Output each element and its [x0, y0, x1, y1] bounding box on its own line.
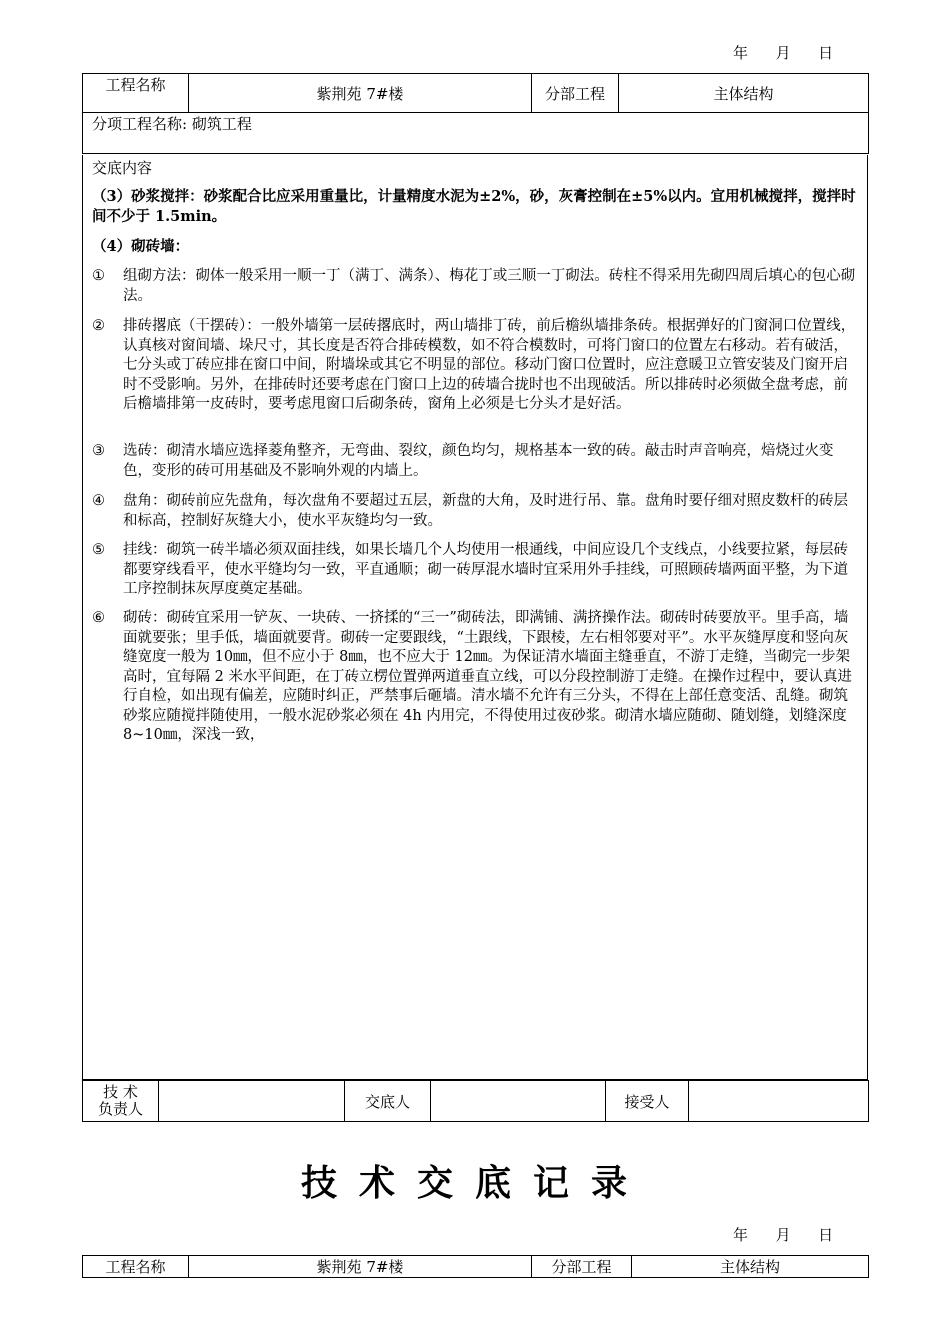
item-number: ② [92, 318, 105, 334]
date-month: 月 [775, 44, 791, 62]
signature-table [82, 1080, 869, 1122]
project-name-label: 工程名称 [83, 1256, 189, 1278]
item-text: 组砌方法：砌体一般采用一顺一丁（满丁、满条）、梅花丁或三顺一丁砌法。砖柱不得采用先砌四周后填心的包心砌法。 [123, 268, 856, 304]
item-number: ⑥ [92, 610, 105, 626]
receiver-signature[interactable] [689, 1081, 869, 1122]
project-name-label: 工程名称 [83, 74, 189, 113]
item-number: ④ [92, 493, 105, 509]
paragraph-brick-wall: （4）砌砖墙： [92, 238, 190, 255]
item-text: 排砖撂底（干摆砖）：一般外墙第一层砖撂底时，两山墙排丁砖，前后檐纵墙排条砖。根据弹好的门窗洞口位置线，认真核对窗间墙、垛尺寸，其长度是否符合排砖模数，如不符合模数时，可将门窗口的位置左右移动。若有破活，七分头或丁砖应排在窗口中间，附墙垛或其它不明显的部位。移动门窗口位置时，应注意暖卫立管安装及门窗开启时不受影响。另外，在排砖时还要考虑在门窗口上边的砖墙合拢时也不出现破活。所以排砖时必须做全盘考虑，前后檐墙排第一皮砖时，要考虑甩窗口后砌条砖，窗角上必须是七分头才是好活。 [123, 318, 856, 412]
bottom-date-line [733, 1224, 833, 1245]
tech-lead-label-line1: 技 术 [103, 1083, 138, 1101]
item-text: 砌砖：砌砖宜采用一铲灰、一块砖、一挤揉的“三一”砌砖法，即满铺、满挤操作法。砌砖时砖要放平。里手高，墙面就要张；里手低，墙面就要背。砌砖一定要跟线，“土跟线，下跟棱，左右相邻要对平”。水平灰缝厚度和竖向灰缝宽度一般为 10㎜，但不应小于 8㎜，也不应大于 12㎜。为保证清水墙面主缝垂直，不游丁走缝，当砌完一步架高时，宜每隔 2 米水平间距，在丁砖立楞位置弹两道垂直立线，可以分段控制游丁走缝。在操作过程中，要认真进行自检，如出现有偏差，应随时纠正，严禁事后砸墙。清水墙不允许有三分头，不得在上部任意变活、乱缝。砌筑砂浆应随搅拌随使用，一般水泥砂浆必须在 4h 内用完，不得使用过夜砂浆。砌清水墙应随砌、随划缝，划缝深度 8~10㎜，深浅一致， [123, 610, 852, 743]
paragraph-mortar-mixing: （3）砂浆搅拌：砂浆配合比应采用重量比，计量精度水泥为±2%，砂，灰膏控制在±5%以内。宜用机械搅拌，搅拌时间不少于 1.5min。 [92, 188, 856, 225]
division-value: 主体结构 [632, 1256, 869, 1278]
date-line [733, 42, 833, 63]
division-value: 主体结构 [619, 74, 869, 113]
subitem-name: 分项工程名称: 砌筑工程 [83, 113, 869, 154]
list-item [92, 609, 859, 746]
handover-label: 交底人 [345, 1081, 431, 1122]
list-item [92, 492, 859, 531]
bottom-header-table [82, 1255, 869, 1278]
tech-lead-signature[interactable] [159, 1081, 345, 1122]
date-day: 日 [818, 1226, 834, 1244]
date-month: 月 [775, 1226, 791, 1244]
list-item [92, 442, 859, 481]
tech-lead-label-line2: 负责人 [97, 1100, 143, 1118]
receiver-label: 接受人 [606, 1081, 689, 1122]
project-name-value: 紫荆苑 7#楼 [189, 74, 532, 113]
item-text: 盘角：砌砖前应先盘角，每次盘角不要超过五层，新盘的大角，及时进行吊、靠。盘角时要仔细对照皮数杆的砖层和标高，控制好灰缝大小，使水平灰缝均匀一致。 [123, 493, 848, 529]
date-day: 日 [818, 44, 834, 62]
handover-signature[interactable] [431, 1081, 606, 1122]
list-item [92, 267, 859, 306]
page-title: 技术交底记录 [300, 1162, 649, 1204]
project-name-value: 紫荆苑 7#楼 [189, 1256, 532, 1278]
content-section [82, 155, 868, 1080]
item-text: 挂线：砌筑一砖半墙必须双面挂线，如果长墙几个人均使用一根通线，中间应设几个支线点，小线要拉紧，每层砖都要穿线看平，使水平缝均匀一致，平直通顺；砌一砖厚混水墙时宜采用外手挂线，可照顾砖墙两面平整，为下道工序控制抹灰厚度奠定基础。 [123, 542, 848, 597]
item-number: ③ [92, 443, 105, 459]
date-year: 年 [733, 1226, 749, 1244]
list-item [92, 541, 859, 600]
content-label: 交底内容 [92, 159, 153, 177]
division-label: 分部工程 [532, 74, 619, 113]
tech-lead-label [83, 1081, 159, 1122]
date-year: 年 [733, 44, 749, 62]
item-number: ① [92, 268, 105, 284]
header-table [82, 73, 869, 154]
item-number: ⑤ [92, 542, 105, 558]
list-item [92, 317, 859, 415]
division-label: 分部工程 [532, 1256, 632, 1278]
item-text: 选砖：砌清水墙应选择菱角整齐，无弯曲、裂纹，颜色均匀，规格基本一致的砖。敲击时声音响亮，焙烧过火变色，变形的砖可用基础及不影响外观的内墙上。 [123, 443, 834, 479]
